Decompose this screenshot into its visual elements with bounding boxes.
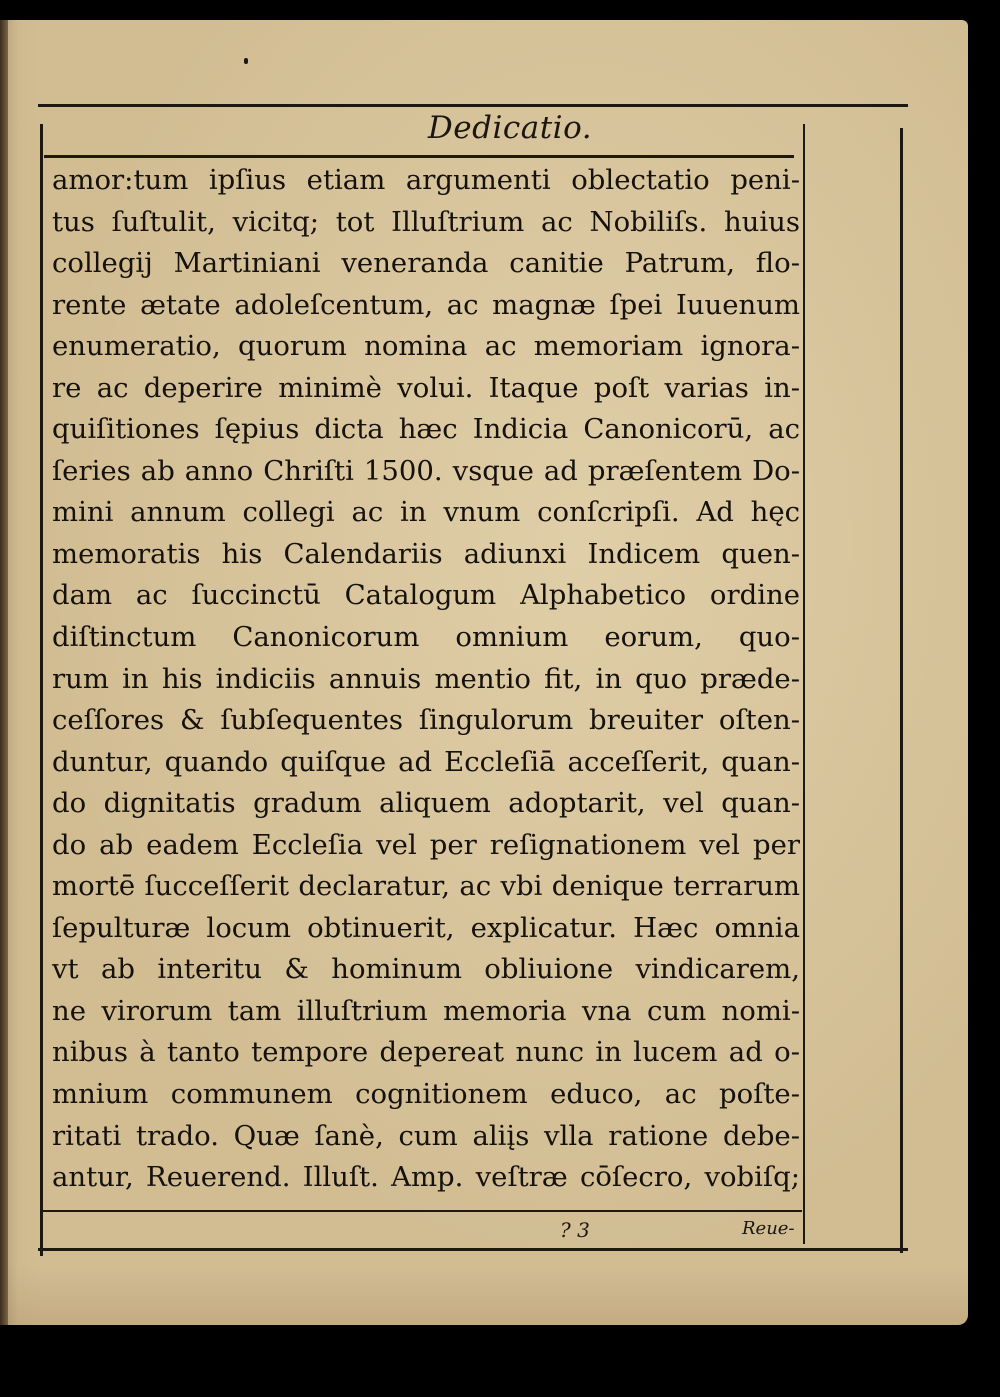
signature-mark: ? 3 — [560, 1218, 590, 1242]
text-line: memoratis his Calendariis adiunxi Indicem quen- — [52, 537, 800, 570]
catchword: Reue- — [742, 1218, 795, 1239]
text-line: rente ætate adoleſcentum, ac magnæ ſpei Iuuenum — [52, 288, 800, 321]
running-head: Dedicatio. — [427, 110, 593, 146]
text-line: vt ab interitu & hominum obliuione vindicarem, — [52, 953, 800, 986]
text-line: duntur, quando quiſque ad Eccleſiā acceſſerit, quan- — [52, 745, 800, 778]
right-inner-frame-rule — [803, 124, 805, 1244]
text-line: re ac deperire minimè volui. Itaque poſt varias in- — [52, 371, 800, 404]
left-frame-rule — [40, 124, 43, 1256]
bottom-text-rule — [42, 1210, 802, 1212]
text-line: collegij Martiniani veneranda canitie Patrum, flo- — [52, 247, 800, 280]
text-line: ritati trado. Quæ ſanè, cum aliįs vlla ratione debe- — [52, 1119, 800, 1152]
text-line: antur, Reuerend. Illuſt. Amp. veſtræ cōſecro, vobiſq; — [52, 1161, 800, 1194]
body-text — [52, 160, 800, 1199]
text-line: tus ſuſtulit, vicitq; tot Illuſtrium ac Nobiliſs. huius — [52, 205, 800, 238]
text-line: ceſſores & ſubſequentes ſingulorum breuiter oſten- — [52, 704, 800, 737]
binding-gutter — [0, 20, 8, 1325]
text-line: rum in his indiciis annuis mentio fit, in quo præde- — [52, 662, 800, 695]
text-line: do dignitatis gradum aliquem adoptarit, vel quan- — [52, 787, 800, 820]
text-line: mini annum collegi ac in vnum conſcripſi. Ad hęc — [52, 496, 800, 529]
text-line: mortē ſucceſſerit declaratur, ac vbi denique terrarum — [52, 870, 800, 903]
text-line: amor:tum ipſius etiam argumenti oblectatio peni- — [52, 164, 800, 196]
right-outer-frame-rule — [900, 128, 903, 1253]
text-line: mnium communem cognitionem educo, ac poſte- — [52, 1078, 800, 1111]
text-line: quiſitiones ſępius dicta hæc Indicia Canonicorū, ac — [52, 413, 800, 446]
text-line: enumeratio, quorum nomina ac memoriam ignora- — [52, 330, 800, 363]
text-line: ſeries ab anno Chriſti 1500. vsque ad præſentem Do- — [52, 454, 800, 487]
header-underline-rule — [44, 155, 794, 158]
bottom-border-rule — [38, 1248, 908, 1251]
ink-speck — [244, 58, 248, 64]
text-line: nibus à tanto tempore depereat nunc in lucem ad o- — [52, 1036, 800, 1069]
text-line: do ab eadem Eccleſia vel per reſignationem vel per — [52, 828, 800, 861]
text-line: ne virorum tam illuſtrium memoria vna cum nomi- — [52, 994, 800, 1027]
text-line: ſepulturæ locum obtinuerit, explicatur. Hæc omnia — [52, 911, 800, 944]
text-line: dam ac ſuccinctū Catalogum Alphabetico ordine — [52, 579, 800, 612]
top-border-rule — [38, 104, 908, 107]
text-line: diſtinctum Canonicorum omnium eorum, quo- — [52, 621, 800, 654]
